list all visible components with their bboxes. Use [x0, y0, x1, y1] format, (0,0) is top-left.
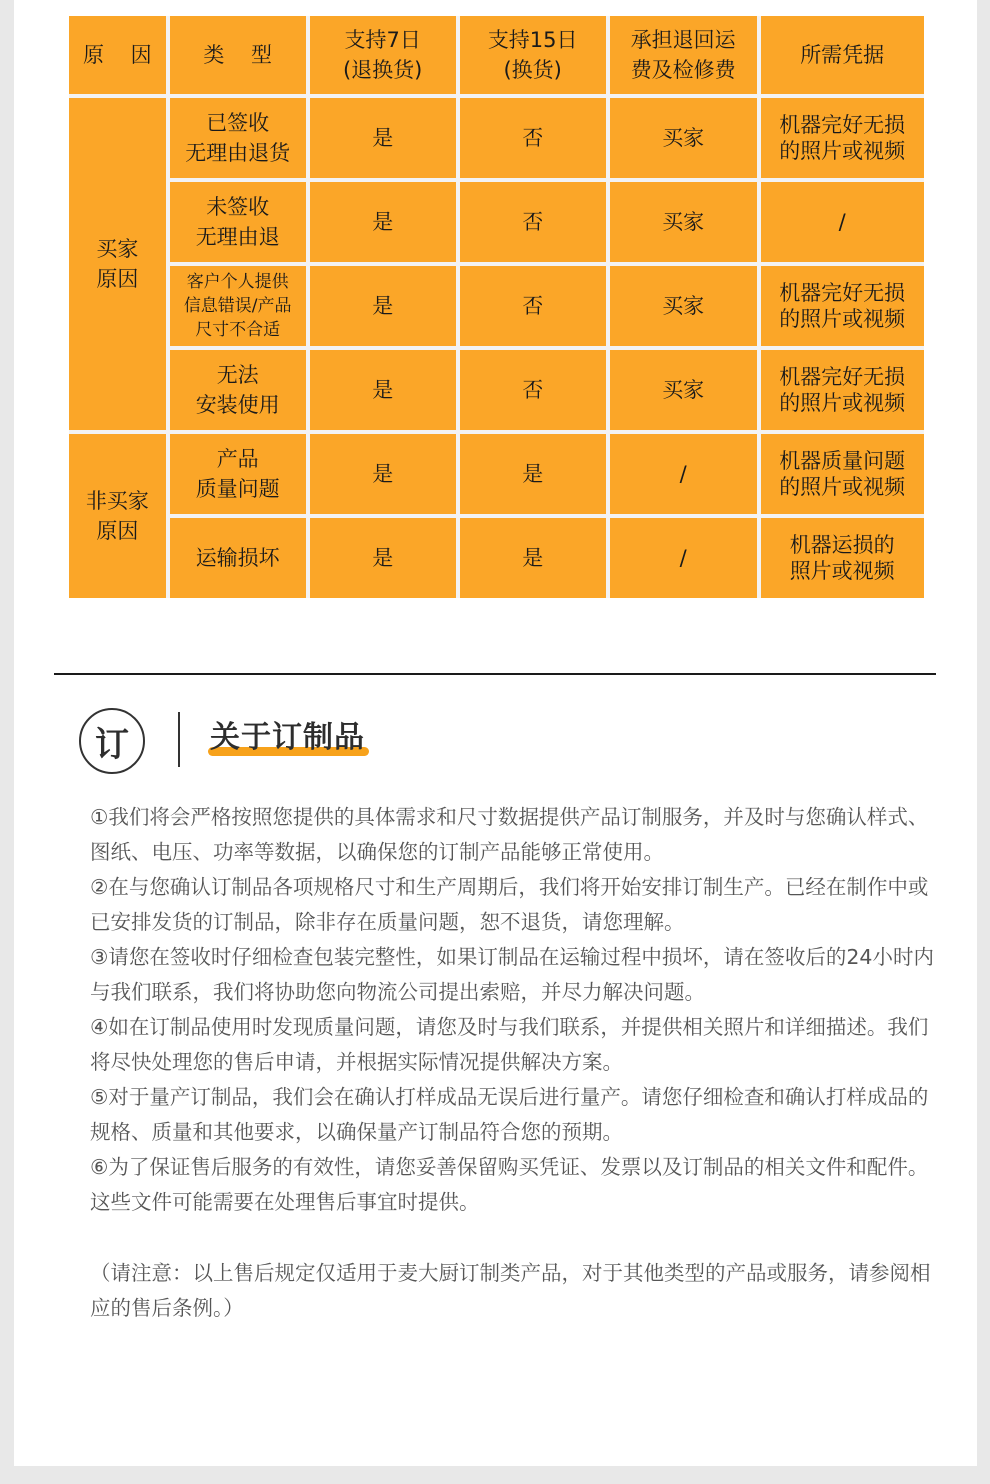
return-7d-cell: 是 [310, 266, 460, 350]
type-cell: 已签收 无理由退货 [170, 98, 310, 182]
table-row [69, 266, 924, 350]
return-7d-cell: 是 [310, 182, 460, 266]
content-panel [14, 0, 977, 1466]
exchange-15d-cell: 否 [460, 182, 610, 266]
exchange-15d-cell: 否 [460, 266, 610, 350]
note-item: ③请您在签收时仔细检查包装完整性，如果订制品在运输过程中损坏，请在签收后的24小时内与我们联系，我们将协助您向物流公司提出索赔，并尽力解决问题。 [90, 945, 934, 1004]
header-exchange-15d: 支持15日 (换货) [460, 16, 610, 98]
note-item: ⑤对于量产订制品，我们会在确认打样成品无误后进行量产。请您仔细检查和确认打样成品的规格、质量和其他要求，以确保量产订制品符合您的预期。 [90, 1085, 929, 1144]
exchange-15d-cell: 否 [460, 98, 610, 182]
table-row [69, 182, 924, 266]
type-cell: 产品 质量问题 [170, 434, 310, 518]
evidence-cell: / [761, 182, 924, 266]
evidence-cell: 机器完好无损 的照片或视频 [761, 350, 924, 434]
icon-glyph: 订 [95, 724, 129, 765]
return-7d-cell: 是 [310, 98, 460, 182]
header-type: 类 型 [170, 16, 310, 98]
table-row [69, 98, 924, 182]
disclaimer-text: （请注意：以上售后规定仅适用于麦大厨订制类产品，对于其他类型的产品或服务，请参阅相应的售后条例。） [90, 1261, 931, 1320]
section-title: 关于订制品 [210, 718, 365, 758]
type-cell: 无法 安装使用 [170, 350, 310, 434]
return-7d-cell: 是 [310, 350, 460, 434]
fee-bearer-cell: 买家 [610, 350, 761, 434]
header-evidence: 所需凭据 [761, 16, 924, 98]
fee-bearer-cell: 买家 [610, 182, 761, 266]
note-item: ②在与您确认订制品各项规格尺寸和生产周期后，我们将开始安排订制生产。已经在制作中或已安排发货的订制品，除非存在质量问题，恕不退货，请您理解。 [90, 875, 929, 934]
header-separator [178, 712, 180, 767]
reason-group-buyer: 买家 原因 [69, 98, 170, 434]
fee-bearer-cell: / [610, 434, 761, 518]
table-header-row [69, 16, 924, 98]
header-fee-bearer: 承担退回运 费及检修费 [610, 16, 761, 98]
table-row [69, 350, 924, 434]
header-return-7d: 支持7日 (退换货) [310, 16, 460, 98]
evidence-cell: 机器质量问题 的照片或视频 [761, 434, 924, 518]
table-row [69, 434, 924, 518]
evidence-cell: 机器完好无损 的照片或视频 [761, 266, 924, 350]
table-row [69, 518, 924, 598]
type-cell: 客户个人提供 信息错误/产品 尺寸不合适 [170, 266, 310, 350]
evidence-cell: 机器运损的 照片或视频 [761, 518, 924, 598]
fee-bearer-cell: 买家 [610, 98, 761, 182]
return-7d-cell: 是 [310, 518, 460, 598]
header-reason: 原 因 [69, 16, 170, 98]
fee-bearer-cell: 买家 [610, 266, 761, 350]
evidence-cell: 机器完好无损 的照片或视频 [761, 98, 924, 182]
exchange-15d-cell: 是 [460, 434, 610, 518]
return-7d-cell: 是 [310, 434, 460, 518]
exchange-15d-cell: 是 [460, 518, 610, 598]
note-item: ④如在订制品使用时发现质量问题，请您及时与我们联系，并提供相关照片和详细描述。我们将尽快处理您的售后申请，并根据实际情况提供解决方案。 [90, 1015, 929, 1074]
custom-order-icon [79, 708, 145, 774]
exchange-15d-cell: 否 [460, 350, 610, 434]
note-item: ①我们将会严格按照您提供的具体需求和尺寸数据提供产品订制服务，并及时与您确认样式、图纸、电压、功率等数据，以确保您的订制产品能够正常使用。 [90, 805, 929, 864]
fee-bearer-cell: / [610, 518, 761, 598]
after-sales-policy-table [69, 16, 924, 598]
reason-group-non-buyer: 非买家 原因 [69, 434, 170, 598]
type-cell: 未签收 无理由退 [170, 182, 310, 266]
section-divider [54, 673, 936, 675]
type-cell: 运输损坏 [170, 518, 310, 598]
custom-product-notes [90, 800, 940, 1220]
note-item: ⑥为了保证售后服务的有效性，请您妥善保留购买凭证、发票以及订制品的相关文件和配件。这些文件可能需要在处理售后事宜时提供。 [90, 1155, 929, 1214]
